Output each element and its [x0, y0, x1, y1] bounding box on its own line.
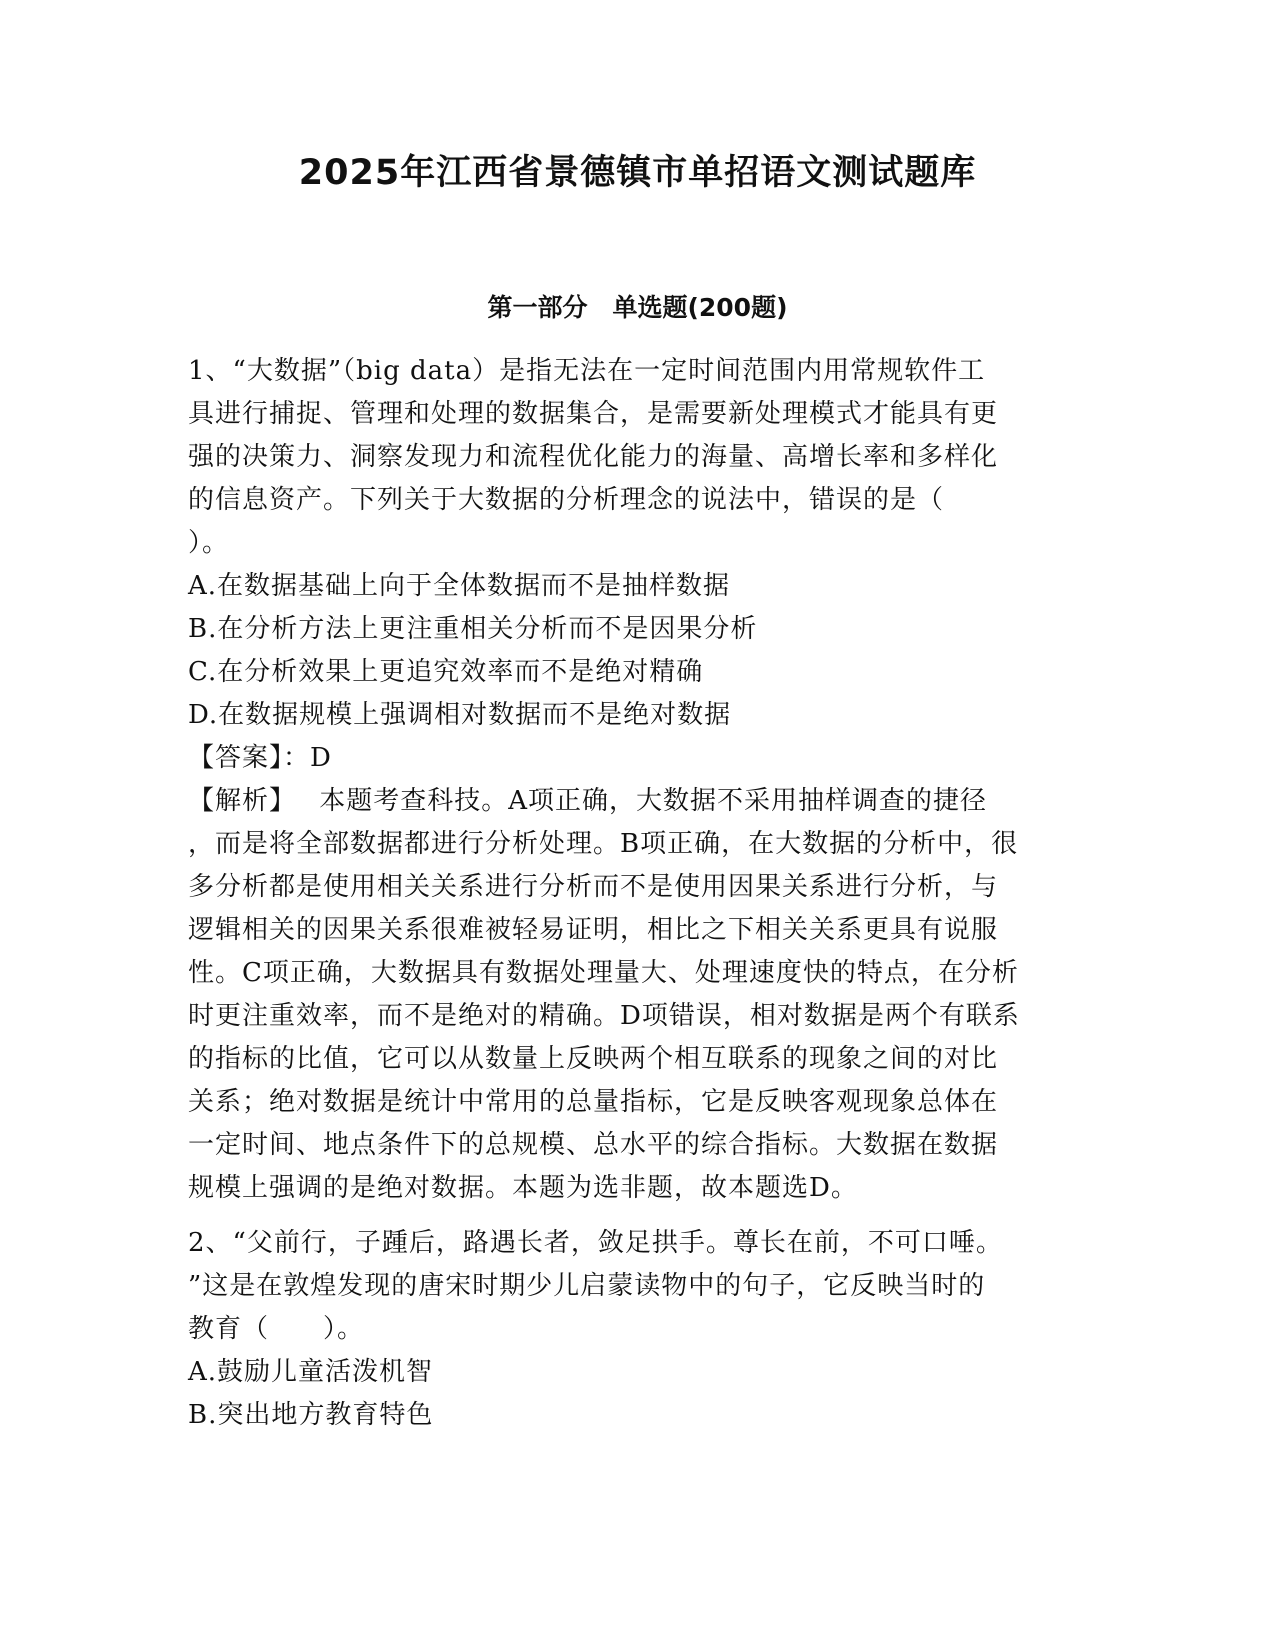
question-1-analysis-line: 多分析都是使用相关关系进行分析而不是使用因果关系进行分析，与 [188, 872, 999, 902]
question-1-analysis-line: 性。C项正确，大数据具有数据处理量大、处理速度快的特点，在分析 [188, 958, 1019, 988]
question-1-analysis-line: 规模上强调的是绝对数据。本题为选非题，故本题选D。 [188, 1173, 858, 1203]
question-1-option-d: D.在数据规模上强调相对数据而不是绝对数据 [188, 700, 732, 730]
question-2-stem [188, 1222, 1088, 1351]
question-1-analysis-line: 的指标的比值，它可以从数量上反映两个相互联系的现象之间的对比 [188, 1044, 999, 1074]
question-1-option-c: C.在分析效果上更追究效率而不是绝对精确 [188, 657, 704, 687]
question-1-stem-line: ）。 [188, 528, 230, 558]
question-1-stem-line: 具进行捕捉、管理和处理的数据集合，是需要新处理模式才能具有更 [188, 399, 999, 429]
question-2-option-b: B.突出地方教育特色 [188, 1400, 434, 1430]
section-title: 第一部分 单选题(200题) [487, 293, 788, 322]
question-1-analysis-line: 关系；绝对数据是统计中常用的总量指标，它是反映客观现象总体在 [188, 1087, 999, 1117]
question-1-analysis [188, 780, 1088, 1210]
question-2-stem-line: ”这是在敦煌发现的唐宋时期少儿启蒙读物中的句子，它反映当时的 [188, 1271, 986, 1301]
question-2 [188, 1222, 1088, 1437]
question-separator [188, 1210, 1088, 1222]
question-2-options [188, 1351, 1088, 1437]
question-1-analysis-line: 一定时间、地点条件下的总规模、总水平的综合指标。大数据在数据 [188, 1130, 999, 1160]
document-body [188, 350, 1088, 1437]
question-1-option-a: A.在数据基础上向于全体数据而不是抽样数据 [188, 571, 731, 601]
question-1-stem-line: 1、“大数据”（big data）是指无法在一定时间范围内用常规软件工 [188, 356, 986, 386]
question-1-analysis-line: ，而是将全部数据都进行分析处理。B项正确，在大数据的分析中，很 [188, 829, 1019, 859]
question-2-stem-line: 教育（ ）。 [188, 1314, 365, 1344]
question-1-analysis-line: 时更注重效率，而不是绝对的精确。D项错误，相对数据是两个有联系 [188, 1001, 1020, 1031]
question-2-option-a: A.鼓励儿童活泼机智 [188, 1357, 434, 1387]
question-2-stem-line: 2、“父前行，子踵后，路遇长者，敛足拱手。尊长在前，不可口唾。 [188, 1228, 1003, 1258]
question-1-analysis-line: 逻辑相关的因果关系很难被轻易证明，相比之下相关关系更具有说服 [188, 915, 999, 945]
question-1-analysis-line: 【解析】 本题考查科技。A项正确，大数据不采用抽样调查的捷径 [188, 786, 988, 816]
question-1-options [188, 565, 1088, 737]
question-1-answer: 【答案】：D [188, 743, 332, 773]
question-1-stem [188, 350, 1088, 565]
question-1 [188, 350, 1088, 1210]
question-1-option-b: B.在分析方法上更注重相关分析而不是因果分析 [188, 614, 758, 644]
document-title: 2025年江西省景德镇市单招语文测试题库 [298, 153, 977, 193]
question-1-stem-line: 的信息资产。下列关于大数据的分析理念的说法中，错误的是（ [188, 485, 945, 515]
question-1-stem-line: 强的决策力、洞察发现力和流程优化能力的海量、高增长率和多样化 [188, 442, 999, 472]
